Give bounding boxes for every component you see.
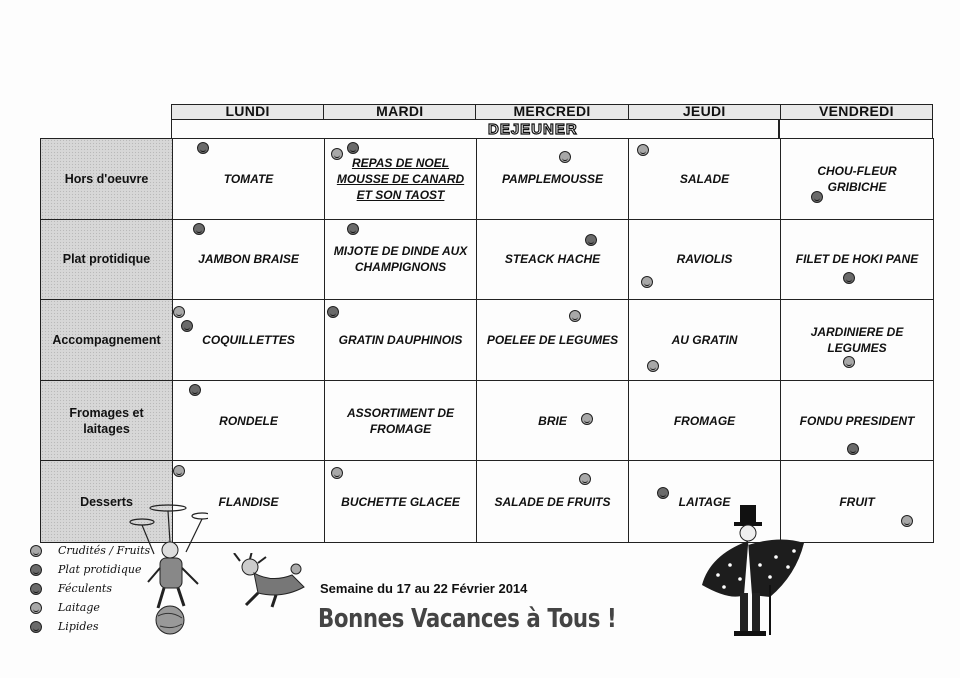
wizard-illustration-icon bbox=[700, 505, 810, 645]
dish-text: GRATIN DAUPHINOIS bbox=[338, 332, 463, 347]
lipides-icon bbox=[197, 142, 209, 154]
dish-text: JARDINIERE DE LEGUMES bbox=[810, 324, 904, 355]
dish-text: LAITAGE bbox=[678, 494, 731, 509]
legend-label: Féculents bbox=[58, 582, 112, 595]
plat-protidique-icon bbox=[193, 223, 205, 235]
dish-text: RONDELE bbox=[219, 413, 278, 428]
menu-cell bbox=[325, 381, 477, 462]
menu-cell bbox=[781, 381, 933, 462]
menu-cell bbox=[781, 220, 933, 301]
menu-cell bbox=[325, 300, 477, 381]
row-label-hors-doeuvre: Hors d'oeuvre bbox=[41, 139, 173, 220]
menu-cell bbox=[477, 461, 629, 542]
dish-text: FILET DE HOKI PANE bbox=[795, 252, 919, 267]
laitage-icon bbox=[581, 413, 593, 425]
laitage-icon bbox=[30, 602, 42, 614]
holiday-message: Bonnes Vacances à Tous ! bbox=[318, 604, 617, 634]
row-label-accompagnement: Accompagnement bbox=[41, 300, 173, 381]
dish-text: STEACK HACHE bbox=[504, 252, 601, 267]
dish-text: CHOU-FLEUR GRIBICHE bbox=[817, 163, 897, 194]
dish-text: SALADE bbox=[679, 171, 730, 186]
day-header-row bbox=[171, 104, 933, 120]
menu-cell bbox=[173, 381, 325, 462]
menu-cell bbox=[629, 381, 781, 462]
menu-cell bbox=[477, 381, 629, 462]
plat-protidique-icon bbox=[30, 564, 42, 576]
crudites-icon bbox=[637, 144, 649, 156]
row-label-fromages: Fromages et laitages bbox=[41, 381, 173, 462]
crudites-icon bbox=[579, 473, 591, 485]
plat-protidique-icon bbox=[585, 234, 597, 246]
crudites-icon bbox=[173, 465, 185, 477]
crudites-icon bbox=[331, 148, 343, 160]
menu-cell bbox=[173, 139, 325, 220]
lipides-icon bbox=[347, 142, 359, 154]
dish-text: FRUIT bbox=[839, 494, 875, 509]
dish-text: RAVIOLIS bbox=[676, 252, 733, 267]
menu-cell bbox=[325, 139, 477, 220]
dish-text: POELEE DE LEGUMES bbox=[486, 332, 619, 347]
feculents-icon bbox=[30, 583, 42, 595]
feculents-icon bbox=[327, 306, 339, 318]
dish-text: PAMPLEMOUSSE bbox=[501, 171, 604, 186]
lipides-icon bbox=[811, 191, 823, 203]
laitage-icon bbox=[657, 487, 669, 499]
menu-cell bbox=[477, 220, 629, 301]
crudites-icon bbox=[843, 356, 855, 368]
menu-cell bbox=[477, 139, 629, 220]
jester-illustration-icon bbox=[232, 553, 312, 608]
week-dates: Semaine du 17 au 22 Février 2014 bbox=[320, 581, 528, 596]
day-header: JEUDI bbox=[629, 105, 781, 119]
lipides-icon bbox=[843, 272, 855, 284]
menu-grid bbox=[40, 138, 934, 543]
dish-text: FROMAGE bbox=[673, 413, 736, 428]
menu-cell bbox=[629, 139, 781, 220]
dish-text: FLANDISE bbox=[218, 494, 279, 509]
menu-cell bbox=[173, 220, 325, 301]
clown-illustration-icon bbox=[128, 492, 208, 637]
dish-text: ASSORTIMENT DE FROMAGE bbox=[346, 405, 455, 436]
dish-text: FONDU PRESIDENT bbox=[799, 413, 915, 428]
menu-cell bbox=[325, 461, 477, 542]
plat-protidique-icon bbox=[347, 223, 359, 235]
row-label-desserts: Desserts bbox=[41, 461, 173, 542]
meal-title: DEJEUNER bbox=[488, 121, 578, 138]
day-header: MERCREDI bbox=[476, 105, 628, 119]
day-header: LUNDI bbox=[172, 105, 324, 119]
menu-cell bbox=[173, 300, 325, 381]
menu-cell bbox=[629, 220, 781, 301]
menu-cell bbox=[477, 300, 629, 381]
feculents-icon bbox=[641, 276, 653, 288]
row-label-plat-protidique: Plat protidique bbox=[41, 220, 173, 301]
dish-text: JAMBON BRAISE bbox=[198, 252, 299, 267]
divider bbox=[778, 119, 780, 139]
lipides-icon bbox=[181, 320, 193, 332]
day-header: VENDREDI bbox=[819, 103, 894, 119]
dish-text: TOMATE bbox=[223, 171, 274, 186]
dish-text: BRIE bbox=[538, 413, 567, 428]
menu-cell bbox=[781, 139, 933, 220]
menu-cell bbox=[629, 300, 781, 381]
legend-label: Crudités / Fruits bbox=[58, 544, 151, 557]
dish-text: SALADE DE FRUITS bbox=[494, 494, 611, 509]
dish-text: REPAS DE NOEL MOUSSE DE CANARD ET SON TAOST bbox=[336, 155, 465, 202]
crudites-icon bbox=[30, 545, 42, 557]
lipides-icon bbox=[847, 443, 859, 455]
legend-label: Lipides bbox=[58, 620, 99, 633]
crudites-icon bbox=[569, 310, 581, 322]
menu-cell bbox=[781, 300, 933, 381]
day-header: MARDI bbox=[324, 105, 476, 119]
dish-text: AU GRATIN bbox=[671, 332, 738, 347]
laitage-icon bbox=[331, 467, 343, 479]
menu-cell bbox=[325, 220, 477, 301]
legend-label: Plat protidique bbox=[58, 563, 142, 576]
laitage-icon bbox=[189, 384, 201, 396]
dish-text: COQUILLETTES bbox=[202, 332, 295, 347]
dish-text: BUCHETTE GLACEE bbox=[341, 494, 460, 509]
crudites-icon bbox=[559, 151, 571, 163]
feculents-icon bbox=[173, 306, 185, 318]
dish-text: MIJOTE DE DINDE AUX CHAMPIGNONS bbox=[333, 244, 468, 275]
legend-label: Laitage bbox=[58, 601, 100, 614]
crudites-icon bbox=[901, 515, 913, 527]
lipides-icon bbox=[30, 621, 42, 633]
feculents-icon bbox=[647, 360, 659, 372]
